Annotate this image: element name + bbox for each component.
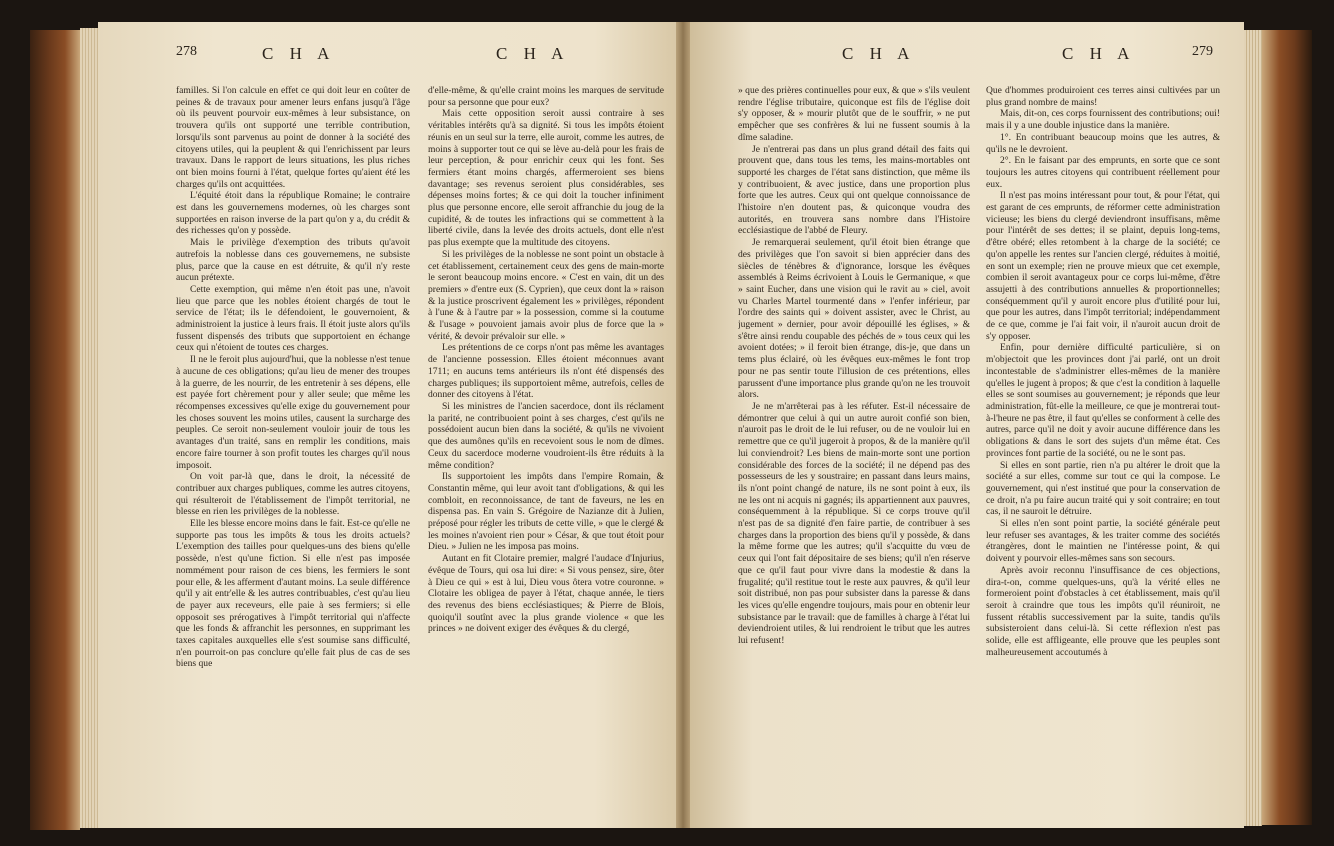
right-page-running-head-2: C H A [1062,44,1136,63]
book-gutter [676,22,690,828]
left-page-column-1 [176,85,410,793]
paragraph: Cette exemption, qui même n'en étoit pas une, n'avoit lieu que parce que les nobles étoient chargés de tout le service de l'état; ils le défendoient, le gouvernoient, & administroient la justice à leurs frais. Il étoit juste alors qu'ils fussent dispensés des tributs que supportoient en échange ceux qui n'étoient de toutes ces charges. [176,283,410,354]
book-cover-right [1262,30,1312,825]
paragraph: Il ne le feroit plus aujourd'hui, que la noblesse n'est tenue à aucune de ces obligations; qu'au lieu de mener des troupes à la guerre, de les nourrir, de les entretenir à ses dépens, elle est payée fort chèrement pour y aller seule; que même les récompenses excessives qu'elle exige du gouvernement pour les choses souvent les moins utiles, causent la surcharge des peuples. Ce seroit non-seulement vouloir jouir de tous les avantages d'un traité, sans en remplir les conditions, mais encore faire tourner à son profit toutes les charges qu'il nous imposoit. [176,354,410,471]
paragraph: 1°. En contribuant beaucoup moins que les autres, & qu'ils ne le devroient. [986,131,1220,155]
page-stack-right [1244,30,1262,826]
paragraph: Si elles n'en sont point partie, la société générale peut leur refuser ses avantages, & les traiter comme des sociétés étrangères, dont le maintien ne l'intéresse point, & qui doivent y pourvoir elles-mêmes sans son secours. [986,518,1220,565]
paragraph: Mais, dit-on, ces corps fournissent des contributions; oui! mais il y a une double injustice dans la manière. [986,108,1220,132]
paragraph: d'elle-même, & qu'elle craint moins les marques de servitude pour sa personne que pour eux? [428,85,664,108]
left-page-running-head-1: C H A [262,44,336,63]
paragraph: Il n'est pas moins intéressant pour tout, & pour l'état, qui est garant de ces emprunts, de réformer cette administration vicieuse; les biens du clergé deviendront insuffisans, même pour l'intérêt de ses dettes; il se plaint, depuis long-tems, d'être obéré; elles retombent à la charge de la société; ce qu'on appelle les rentes sur l'ancien clergé, réduites à moitié, en sont un exemple; rien ne prouve mieux que cet exemple, combien il seroit avantageux pour ce corps lui-même, d'être assujetti à des contributions annuelles & proportionnelles; conséquemment qu'il y auroit encore plus d'utilité pour lui, que pour les autres, dans l'impôt territorial; indépendamment de ce que, comme je l'ai fait voir, il n'auroit aucun droit de s'y opposer. [986,190,1220,342]
paragraph: L'équité étoit dans la république Romaine; le contraire est dans les gouvernemens modernes, où les charges sont supportées en raison inverse de la part qu'on y a, du crédit & des richesses qu'on y possède. [176,190,410,237]
right-page-number: 279 [1192,44,1213,59]
paragraph: Ils supportoient les impôts dans l'empire Romain, & Constantin même, qui leur avoit tant d'obligations, & qui les combloit, en reconnoissance, de tant de faveurs, ne les en dispensa pas. En vain S. Grégoire de Nazianze dit à Julien, préposé pour régler les tributs de cette ville, » que le clergé & les moines n'avoient rien pour » César, & que tout étoit pour Dieu. » Julien ne les imposa pas moins. [428,471,664,553]
paragraph: Autant en fit Clotaire premier, malgré l'audace d'Injurius, évêque de Tours, qui osa lui dire: « Si vous pensez, sire, ôter à Dieu ce qui » est à lui, Dieu vous ôtera votre couronne. » Clotaire les obligea de payer à l'état, chaque année, le tiers des revenus des biens ecclésiastiques; & Pierre de Blois, quoiqu'il soutînt avec la plus grande violence « que les princes » ne doivent exiger des évêques & du clergé, [428,553,664,635]
left-page-number: 278 [176,44,197,59]
right-page-running-head-1: C H A [842,44,916,63]
paragraph: Mais le privilège d'exemption des tributs qu'avoit autrefois la noblesse dans ces gouvernemens, ne subsiste plus, parce que la cause en est détruite, & qu'il n'y reste aucun prétexte. [176,237,410,284]
paragraph: Je ne m'arrêterai pas à les réfuter. Est-il nécessaire de démontrer que celui à qui un autre auroit confié son bien, n'auroit pas le droit de le lui refuser, ou de ne vouloir lui en remettre que ce qu'il jugeroit à propos, & de la manière qu'il lui conviendroit? Les biens de main-morte sont une portion considérable des forces de la société; il ne dépend pas des possesseurs de les y soustraire; en passant dans leurs mains, ils n'ont point changé de nature, ils ne sont point à eux, ils ne les ont ni acquis ni gagnés; ils appartiennent aux pauvres, conséquemment à la république. Si ce corps trouve qu'il n'est pas de sa dignité d'en faire partie, de contribuer à ses charges dans la proportion des biens qu'il y possède, & dans la même forme que les autres; qu'il s'acquitte du vœu de ceux qui l'ont fait dépositaire de ses biens; qu'il n'en réserve que ce qu'il faut pour vivre dans la modestie & dans la frugalité; qu'il restitue tout le reste aux pauvres, & qu'il leur soit distribué, non pas pour subsister dans la paresse & dans les vices qu'elle engendre toujours, mais pour en obtenir leur subsistance par le travail: que de familles à charge à l'état lui deviendroient utiles, & lui rendroient le tribut que les autres lui refusent! [738,400,970,647]
page-stack-left [80,28,98,828]
left-page-column-2 [428,85,664,793]
book-cover-left [30,30,80,830]
right-page-column-2 [986,85,1220,790]
paragraph: Si elles en sont partie, rien n'a pu altérer le droit que la société a sur elles, comme sur tout ce qui la compose. Le gouvernement, qui n'est institué que pour la conservation de ce droit, n'a pu faire aucun traité qui y soit contraire; en tout cas, il ne sauroit le détruire. [986,459,1220,518]
right-page-column-1 [738,85,970,790]
paragraph: 2°. En le faisant par des emprunts, en sorte que ce sont toujours les autres citoyens qui contribuent réellement pour eux. [986,155,1220,190]
paragraph: Après avoir reconnu l'insuffisance de ces objections, dira-t-on, comme quelques-uns, qu'à la vérité elles ne formeroient point d'obstacles à cet établissement, mais qu'il seroit à craindre que tous les impôts qu'il réuniroit, ne fussent rétablis successivement par la suite, tandis qu'ils subsisteroient dans celui-là. Si cette réflexion n'est pas solide, elle est affligeante, elle prouve que les peuples sont malheureusement accoutumés à [986,564,1220,658]
paragraph: Enfin, pour dernière difficulté particulière, si on m'objectoit que les provinces dont j'ai parlé, ont un droit incontestable de s'administrer elles-mêmes de la manière qu'elles le jugent à propos; & que c'est la condition à laquelle elles se sont soumises au gouvernement; je réponds que leur administration, fût-elle la meilleure, ce que je montrerai tout-à-l'heure ne pas être, il faut qu'elles se conforment à celle des autres, parce qu'il ne doit y avoir aucune différence dans les obligations & dans le sort des sujets d'un même état. Ces provinces font partie de la société, ou ne le sont pas. [986,342,1220,459]
paragraph: Mais cette opposition seroit aussi contraire à ses véritables intérêts qu'à sa dignité. Si tous les impôts étoient réunis en un seul sur la terre, elle auroit, comme les autres, de moins à supporter tout ce qui se lève au-delà pour les frais de leur perception, & pour enrichir ceux qui les font. Ses fermiers étant moins chargés, affermeroient ses biens davantage; ses revenus seroient plus considérables, ses dépenses moins fortes; & ce qui doit la toucher infiniment plus que personne encore, elle seroit affranchie du joug de la cupidité, & de toutes les infractions qui se commettent à la liberté civile, dans la levée des droits actuels, dont elle n'est pas plus exempte que la multitude des citoyens. [428,108,664,249]
paragraph: Je n'entrerai pas dans un plus grand détail des faits qui prouvent que, dans tous les tems, les mains-mortables ont supporté les charges de l'état sans distinction, que même ils y contribuoient, & avec justice, dans une proportion plus forte que les autres. Ceux qui ont quelque connoissance de l'histoire n'en doutent pas, & quiconque voudra des autorités, en trouvera sans nombre dans l'Histoire ecclésiastique de l'abbé de Fleury. [738,143,970,237]
paragraph: familles. Si l'on calcule en effet ce qui doit leur en coûter de peines & de travaux pour amener leurs enfans jusqu'à l'âge où ils peuvent pourvoir eux-mêmes à leur subsistance, on trouvera qu'ils ont supporté une terrible contribution, lorsqu'ils sont parvenus au point de donner à la société des citoyens utiles, qui la peuplent & qui l'enrichissent par leurs travaux. Dans le rapport de leurs situations, les plus riches ont bien moins fourni à l'état, quelque fortes qu'aient été les charges qu'ils ont acquittées. [176,85,410,190]
paragraph: Elle les blesse encore moins dans le fait. Est-ce qu'elle ne supporte pas tous les impôts & tous les droits actuels? L'exemption des tailles pour quelques-uns des biens qu'elle possède, n'est qu'une fiction. Si elle n'est pas imposée nommément pour raison de ces biens, les fermiers le sont pour elle, & les afferment d'autant moins. La seule différence qu'il y ait entr'elle & les autres contribuables, c'est qu'au lieu de payer aux receveurs, elle paie à ses fermiers; si elle opposoit ses prérogatives à l'impôt territorial qui n'affecte que les fonds & affranchit les personnes, en supprimant les taxes capitales auxquelles elle s'est soumise sans difficulté, n'en pourroit-on pas conclure qu'elle fait plus de cas de ses biens que [176,518,410,670]
paragraph: Je remarquerai seulement, qu'il étoit bien étrange que des privilèges que l'on savoit si bien apprécier dans des siècles de ténèbres & d'ignorance, lorsque les évêques assemblés à Reims écrivoient à Louis le Germanique, « que » saint Eucher, dans une vision qui le ravit au » ciel, avoit vu Charles Martel tourmenté dans » l'enfer inférieur, par l'ordre des saints qui » doivent assister, avec le Christ, au jugement » dernier, pour avoir dépouillé les églises, » & s'être ainsi rendu coupable des péchés de » tous ceux qui les avoient dotées; » il feroit bien étrange, dis-je, que dans un tems plus éclairé, où les évêques eux-mêmes le font trop pour ne pas sentir toute l'illusion de ces prétentions, elles parussent d'une importance plus grande qu'on ne les trouvoit alors. [738,237,970,401]
paragraph: Si les ministres de l'ancien sacerdoce, dont ils réclament la parité, ne contribuoient point à ses charges, c'est qu'ils ne possédoient aucun bien dans la société, & qu'ils ne vivoient que des aumônes qu'ils en recevoient sous le nom de dîmes. Ceux du sacerdoce moderne voudroient-ils être réduits à la même condition? [428,400,664,471]
paragraph: On voit par-là que, dans le droit, la nécessité de contribuer aux charges publiques, comme les autres citoyens, qui résulteroit de l'établissement de l'impôt territorial, ne blesse en rien les privilèges de la noblesse. [176,471,410,518]
paragraph: Si les privilèges de la noblesse ne sont point un obstacle à cet établissement, certainement ceux des gens de main-morte le seront beaucoup moins encore. « C'est en vain, dit un des premiers » d'entre eux (S. Cyprien), que ceux dont la » raison & la justice proscrivent également les » privilèges, répondent à l'une & à l'autre par » la possession, comme si la coutume & l'usage » pouvoient jamais avoir plus de force que la » vérité, & devoir prévaloir sur elle. » [428,248,664,342]
paragraph: Que d'hommes produiroient ces terres ainsi cultivées par un plus grand nombre de mains! [986,85,1220,108]
paragraph: » que des prières continuelles pour eux, & que » s'ils veulent rendre l'église tributaire, quiconque est fils de l'église doit s'y opposer, & » mourir plutôt que de le souffrir, » ne put empêcher que ses confrères & lui ne fussent soumis à la dîme saladine. [738,85,970,143]
paragraph: Les prétentions de ce corps n'ont pas même les avantages de l'ancienne possession. Elles étoient méconnues avant 1711; en aucuns tems antérieurs ils n'ont été dispensés des charges publiques; ils supportoient même, autrefois, celles de donner des citoyens à l'état. [428,342,664,401]
left-page-running-head-2: C H A [496,44,570,63]
